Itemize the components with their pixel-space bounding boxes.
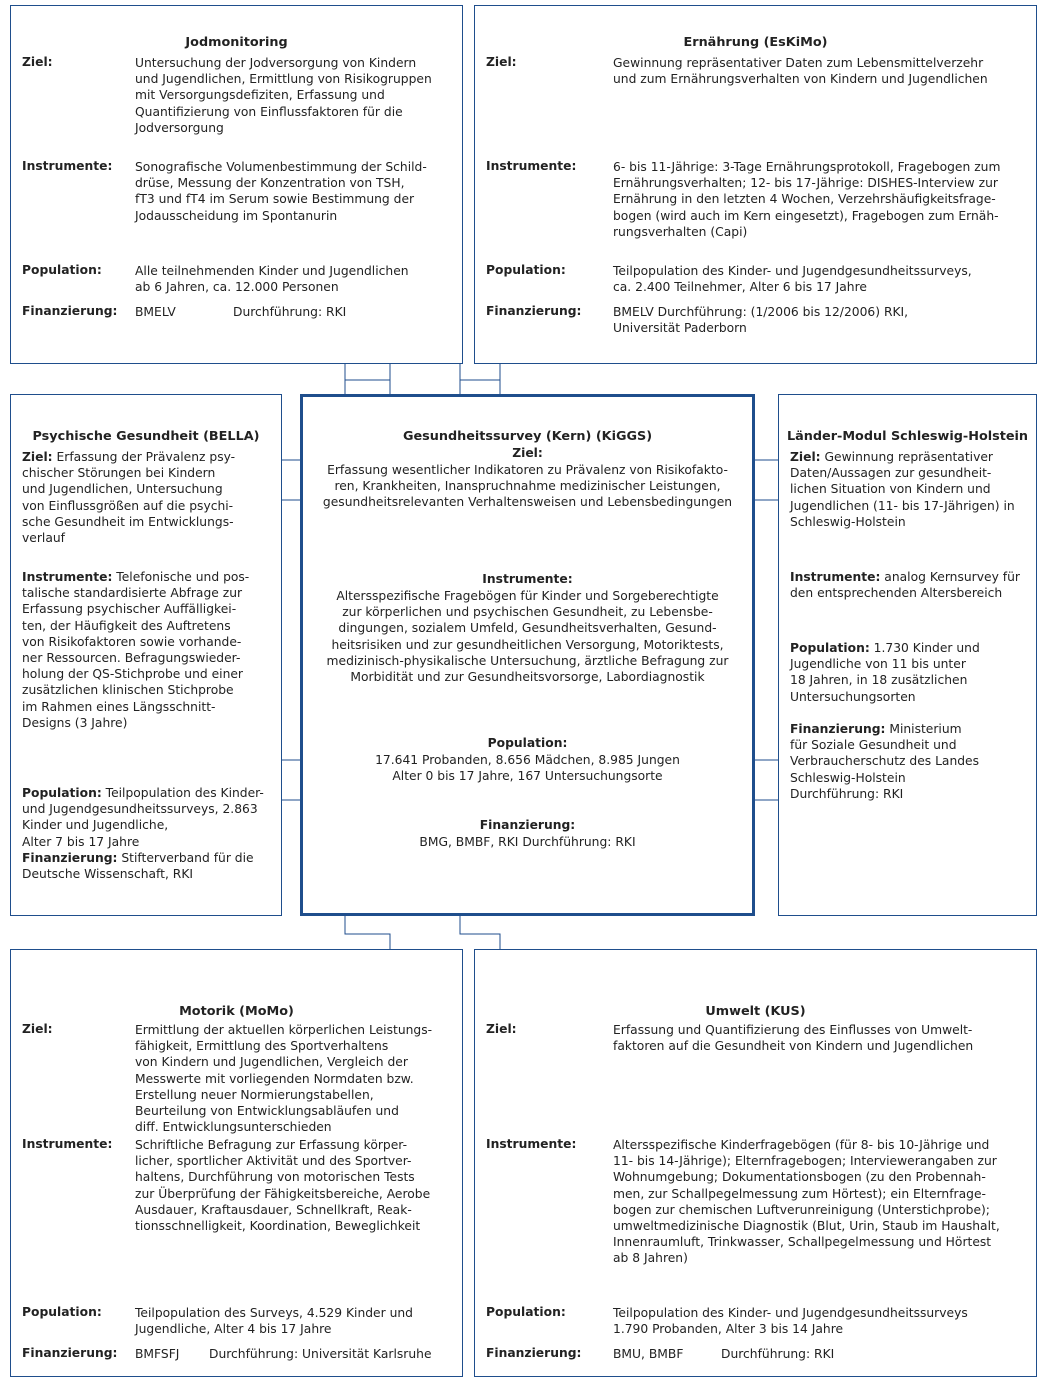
kern-ziel-text: Erfassung wesentlicher Indikatoren zu Prävalenz von Risikofakto- ren, Krankheiten, Inanspruchnahme medizinischer Leistungen, gesundheitsrelevanten Verhaltensweisen und Lebensbedingungen	[322, 463, 733, 510]
box-ernaehrung	[474, 5, 1037, 364]
ern-population-text: Teilpopulation des Kinder- und Jugendgesundheitssurveys, ca. 2.400 Teilnehmer, Alter 6 bis 17 Jahre	[613, 264, 972, 295]
connector-bella-right-2	[282, 760, 300, 800]
um-population-label: Population:	[486, 1305, 566, 1319]
um-population-text: Teilpopulation des Kinder- und Jugendgesundheitssurveys 1.790 Probanden, Alter 3 bis 14 Jahre	[613, 1306, 968, 1337]
kern-finanzierung-label: Finanzierung:	[479, 818, 576, 832]
connector-jod-bottom	[345, 363, 390, 380]
box-kern	[300, 394, 755, 916]
ern-finanzierung-label: Finanzierung:	[486, 304, 582, 318]
mo-durchfuehrung-text: Durchführung: Universität Karlsruhe	[209, 1347, 432, 1361]
ernaehrung-title: Ernährung (EsKiMo)	[683, 35, 828, 50]
sh-finanzierung	[790, 721, 1035, 802]
sh-instrumente	[790, 569, 1035, 601]
ern-instrumente-text: 6- bis 11-Jährige: 3-Tage Ernährungsprotokoll, Fragebogen zum Ernährungsverhalten; 12- bis 17-Jährige: DISHES-Interview zur Ernährung in den letzten 4 Wochen, Verzehrshäufigkeitsfrage- bogen (wird auch im Kern eingesetzt), Fragebogen zum Ernäh- rungsverhalten (Capi)	[613, 160, 1001, 239]
sh-ziel-text: Gewinnung repräsentativer Daten/Aussagen zur gesundheit- lichen Situation von Kindern und Jugendlichen (11- bis 17-Jährigen) in Schleswig-Holstein	[790, 450, 1015, 529]
box-umwelt	[474, 949, 1037, 1377]
sh-finanzierung-text: Ministerium für Soziale Gesundheit und Verbraucherschutz des Landes Schleswig-Holstein Durchführung: RKI	[790, 722, 980, 801]
mo-finanzierung-text: BMFSFJ	[135, 1347, 180, 1361]
sh-instrumente-text: analog Kernsurvey für den entsprechenden Altersbereich	[790, 570, 1020, 601]
box-bella	[10, 394, 282, 916]
bella-title: Psychische Gesundheit (BELLA)	[32, 429, 260, 444]
bella-ziel-text: Erfassung der Prävalenz psy- chischer Störungen bei Kindern und Jugendlichen, Untersuchung von Einflussgrößen auf die psychi- sche Gesundheit im Entwicklungs- verlauf	[22, 450, 236, 546]
bella-instrumente-label: Instrumente:	[22, 570, 113, 584]
jod-finanzierung-label: Finanzierung:	[22, 304, 118, 318]
ern-finanzierung-text: BMELV Durchführung: (1/2006 bis 12/2006) RKI, Universität Paderborn	[613, 305, 909, 336]
jod-population-label: Population:	[22, 263, 102, 277]
jod-finanzierung-text: BMELV	[135, 305, 176, 319]
sh-population	[790, 640, 1035, 705]
sh-population-label: Population:	[790, 641, 870, 655]
bella-instrumente-text: Telefonische und pos- talische standardisierte Abfrage zur Erfassung psychischer Auffälligkei- ten, der Häufigkeit des Auftretens von Risikofaktoren sowie vorhande- ner Ressourcen. Befragungswieder- holung der QS-Stichprobe und einer zusätzlichen klinischen Stichprobe im Rahmen eines Längsschnitt- Designs (3 Jahre)	[22, 570, 250, 730]
box-schleswig-holstein	[778, 394, 1037, 916]
sh-title: Länder-Modul Schleswig-Holstein	[786, 429, 1029, 444]
bella-ziel	[22, 449, 277, 546]
mo-instrumente-text: Schriftliche Befragung zur Erfassung körper- licher, sportlicher Aktivität und des Sportver- haltens, Durchführung von motorischen Tests zur Überprüfung der Fähigkeitsbereiche, Aerobe Ausdauer, Kraftausdauer, Schnellkraft, Reak- tionsschnelligkeit, Koordination, Beweglichkeit	[135, 1138, 431, 1234]
jod-durchfuehrung-text: Durchführung: RKI	[233, 305, 347, 319]
jodmonitoring-title: Jodmonitoring	[185, 35, 288, 50]
jod-instrumente-text: Sonografische Volumenbestimmung der Schild- drüse, Messung der Konzentration von TSH, fT3 und fT4 im Serum sowie Bestimmung der Jodausscheidung im Spontanurin	[135, 160, 427, 223]
box-jodmonitoring	[10, 5, 463, 364]
um-ziel-text: Erfassung und Quantifizierung des Einflusses von Umwelt- faktoren auf die Gesundheit von Kindern und Jugendlichen	[613, 1023, 974, 1054]
mo-population-text: Teilpopulation des Surveys, 4.529 Kinder und Jugendliche, Alter 4 bis 17 Jahre	[135, 1306, 413, 1337]
sh-instrumente-label: Instrumente:	[790, 570, 881, 584]
bella-instrumente	[22, 569, 277, 731]
connector-sh-left	[755, 460, 778, 500]
box-motorik	[10, 949, 463, 1377]
ern-population-label: Population:	[486, 263, 566, 277]
jod-ziel-label: Ziel:	[22, 55, 53, 69]
connector-sh-left-2	[755, 760, 778, 800]
um-ziel-label: Ziel:	[486, 1022, 517, 1036]
jod-population-text: Alle teilnehmenden Kinder und Jugendlichen ab 6 Jahren, ca. 12.000 Personen	[135, 264, 409, 295]
sh-ziel	[790, 449, 1035, 530]
umwelt-title: Umwelt (KUS)	[705, 1004, 806, 1019]
ern-ziel-text: Gewinnung repräsentativer Daten zum Lebensmittelverzehr und zum Ernährungsverhalten von Kindern und Jugendlichen	[613, 56, 988, 87]
bella-finanzierung-label: Finanzierung:	[22, 851, 118, 865]
mo-ziel-label: Ziel:	[22, 1022, 53, 1036]
mo-instrumente-label: Instrumente:	[22, 1137, 113, 1151]
kern-population-text: 17.641 Probanden, 8.656 Mädchen, 8.985 Jungen Alter 0 bis 17 Jahre, 167 Untersuchungsorte	[375, 753, 680, 784]
connector-bella-right	[282, 460, 300, 500]
kern-finanzierung-text: BMG, BMBF, RKI Durchführung: RKI	[419, 835, 636, 849]
bella-finanzierung	[22, 850, 277, 882]
mo-ziel-text: Ermittlung der aktuellen körperlichen Leistungs- fähigkeit, Ermittlung des Sportverhaltens von Kindern und Jugendlichen, Vergleich der Messwerte mit vorliegenden Normdaten bzw. Erstellung neuer Normierungstabellen, Beurteilung von Entwicklungsabläufen und diff. Entwicklungsunterschieden	[135, 1023, 433, 1135]
bella-population	[22, 785, 277, 850]
sh-population-text: 1.730 Kinder und Jugendliche von 11 bis unter 18 Jahren, in 18 zusätzlichen Untersuchungsorten	[790, 641, 980, 704]
kern-title: Gesundheitssurvey (Kern) (KiGGS)	[402, 429, 653, 444]
sh-finanzierung-label: Finanzierung:	[790, 722, 886, 736]
bella-ziel-label: Ziel:	[22, 450, 53, 464]
um-instrumente-label: Instrumente:	[486, 1137, 577, 1151]
connector-umwelt-top	[460, 916, 500, 950]
um-durchfuehrung-text: Durchführung: RKI	[721, 1347, 835, 1361]
sh-ziel-label: Ziel:	[790, 450, 821, 464]
mo-finanzierung-label: Finanzierung:	[22, 1346, 118, 1360]
kern-ziel-label: Ziel:	[512, 446, 543, 460]
kern-population-label: Population:	[487, 736, 568, 750]
bella-finanzierung-text: Stifterverband für die Deutsche Wissenschaft, RKI	[22, 851, 254, 882]
um-instrumente-text: Altersspezifische Kinderfragebögen (für 8- bis 10-Jährige und 11- bis 14-Jährige); Elternfragebogen; Interviewerangaben zur Wohnumgebung; Dokumentationsbogen (zu den Probennah- men, zur Schallpegelmessung zum Hörtest); ein Elternfrage- bogen zur chemischen Luftverunreinigung (Unterstichprobe); umweltmedizinische Diagnostik (Blut, Urin, Staub im Haushalt, Innenraumluft, Trinkwasser, Schallpegelmessung und Hörtest ab 8 Jahren)	[613, 1138, 1000, 1266]
connector-ern-bottom	[460, 363, 500, 380]
jod-ziel-text: Untersuchung der Jodversorgung von Kindern und Jugendlichen, Ermittlung von Risikogruppen mit Versorgungsdefiziten, Erfassung und Quantifizierung von Einflussfaktoren für die Jodversorgung	[135, 56, 432, 135]
ern-ziel-label: Ziel:	[486, 55, 517, 69]
um-finanzierung-text: BMU, BMBF	[613, 1347, 684, 1361]
motorik-title: Motorik (MoMo)	[179, 1004, 294, 1019]
jod-instrumente-label: Instrumente:	[22, 159, 113, 173]
kern-instrumente-text: Altersspezifische Fragebögen für Kinder und Sorgeberechtigte zur körperlichen und psychischen Gesundheit, zu Lebensbe- dingungen, sozialem Umfeld, Gesundheitsverhalten, Gesund- heitsrisiken und zur gesundheitlichen Versorgung, Motoriktests, medizinisch-physikalische Untersuchung, ärztliche Befragung zur Morbidität und zur Gesundheitsvorsorge, Labordiagnostik	[326, 589, 729, 685]
connector-motorik-top	[345, 916, 390, 950]
ern-instrumente-label: Instrumente:	[486, 159, 577, 173]
um-finanzierung-label: Finanzierung:	[486, 1346, 582, 1360]
kern-instrumente-label: Instrumente:	[482, 572, 573, 586]
bella-population-text: Teilpopulation des Kinder- und Jugendgesundheitssurveys, 2.863 Kinder und Jugendliche, Alter 7 bis 17 Jahre	[22, 786, 264, 849]
mo-population-label: Population:	[22, 1305, 102, 1319]
bella-population-label: Population:	[22, 786, 102, 800]
